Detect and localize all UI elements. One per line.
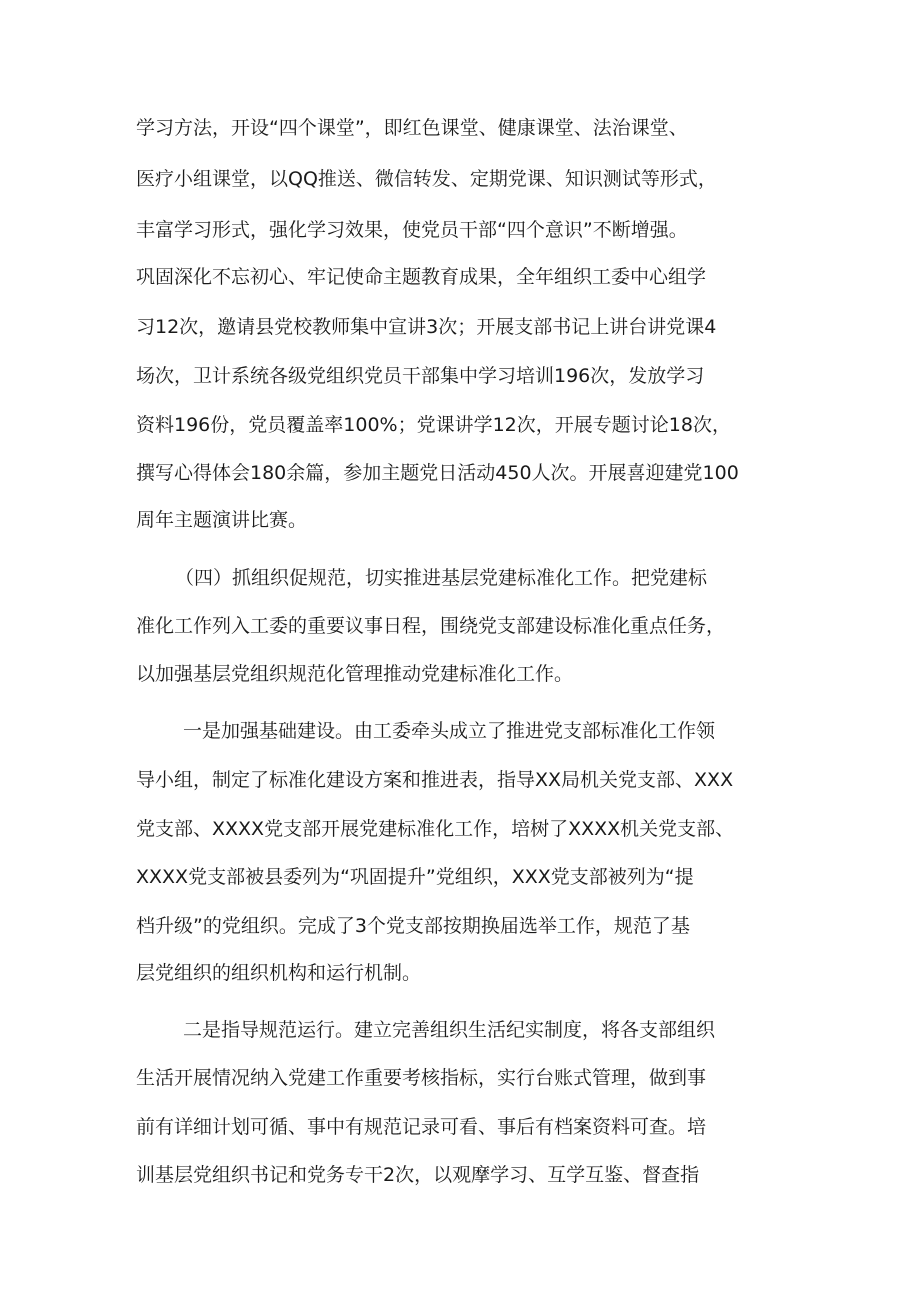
text-line [0,911,920,941]
text-line [0,505,920,535]
text-line [0,563,920,593]
text-line [0,262,920,292]
line-text: 丰富学习形式，强化学习效果，使党员干部“四个意识”不断增强。 [136,219,688,241]
line-text: 一是加强基础建设。由工委牵头成立了推进党支部标准化工作领 [183,720,716,742]
line-text: 撰写心得体会180余篇，参加主题党日活动450人次。开展喜迎建党100 [136,462,739,484]
text-line [0,215,920,245]
text-line [0,814,920,844]
text-line [0,611,920,641]
text-line [0,1063,920,1093]
line-text: 二是指导规范运行。建立完善组织生活纪实制度，将各支部组织 [183,1019,716,1041]
line-text: 准化工作列入工委的重要议事日程，围绕党支部建设标准化重点任务， [136,615,726,637]
text-line [0,1160,920,1190]
text-line [0,113,920,143]
line-text: 以加强基层党组织规范化管理推动党建标准化工作。 [136,663,574,685]
text-line [0,1015,920,1045]
line-text: 医疗小组课堂，以QQ推送、微信转发、定期党课、知识测试等形式， [136,168,717,190]
line-text: 训基层党组织书记和党务专干2次，以观摩学习、互学互鉴、督查指 [136,1164,700,1186]
line-text: 导小组，制定了标准化建设方案和推进表，指导XX局机关党支部、XXX [136,769,734,791]
text-line [0,958,920,988]
line-text: 层党组织的组织机构和运行机制。 [136,962,422,984]
line-text: 前有详细计划可循、事中有规范记录可看、事后有档案资料可查。培 [136,1116,707,1138]
text-line [0,458,920,488]
line-text: 生活开展情况纳入党建工作重要考核指标，实行台账式管理，做到事 [136,1067,707,1089]
line-text: 巩固深化不忘初心、牢记使命主题教育成果，全年组织工委中心组学 [136,266,707,288]
line-text: 学习方法，开设“四个课堂”，即红色课堂、健康课堂、法治课堂、 [136,117,688,139]
line-text: 周年主题演讲比赛。 [136,509,308,531]
line-text: 习12次，邀请县党校教师集中宣讲3次；开展支部书记上讲台讲党课4 [136,316,717,338]
text-line [0,410,920,440]
line-text: 档升级”的党组织。完成了3个党支部按期换届选举工作，规范了基 [136,915,690,937]
line-text: （四）抓组织促规范，切实推进基层党建标准化工作。把党建标 [175,567,708,589]
text-line [0,716,920,746]
text-line [0,361,920,391]
text-line [0,659,920,689]
line-text: 党支部、XXXX党支部开展党建标准化工作，培树了XXXX机关党支部、 [136,818,735,840]
text-line [0,164,920,194]
line-text: XXXX党支部被县委列为“巩固提升”党组织，XXX党支部被列为“提 [136,866,694,888]
text-line [0,1112,920,1142]
text-line [0,765,920,795]
text-line [0,312,920,342]
text-line [0,862,920,892]
line-text: 资料196份，党员覆盖率100%；党课讲学12次，开展专题讨论18次， [136,414,731,436]
line-text: 场次，卫计系统各级党组织党员干部集中学习培训196次，发放学习 [136,365,705,387]
